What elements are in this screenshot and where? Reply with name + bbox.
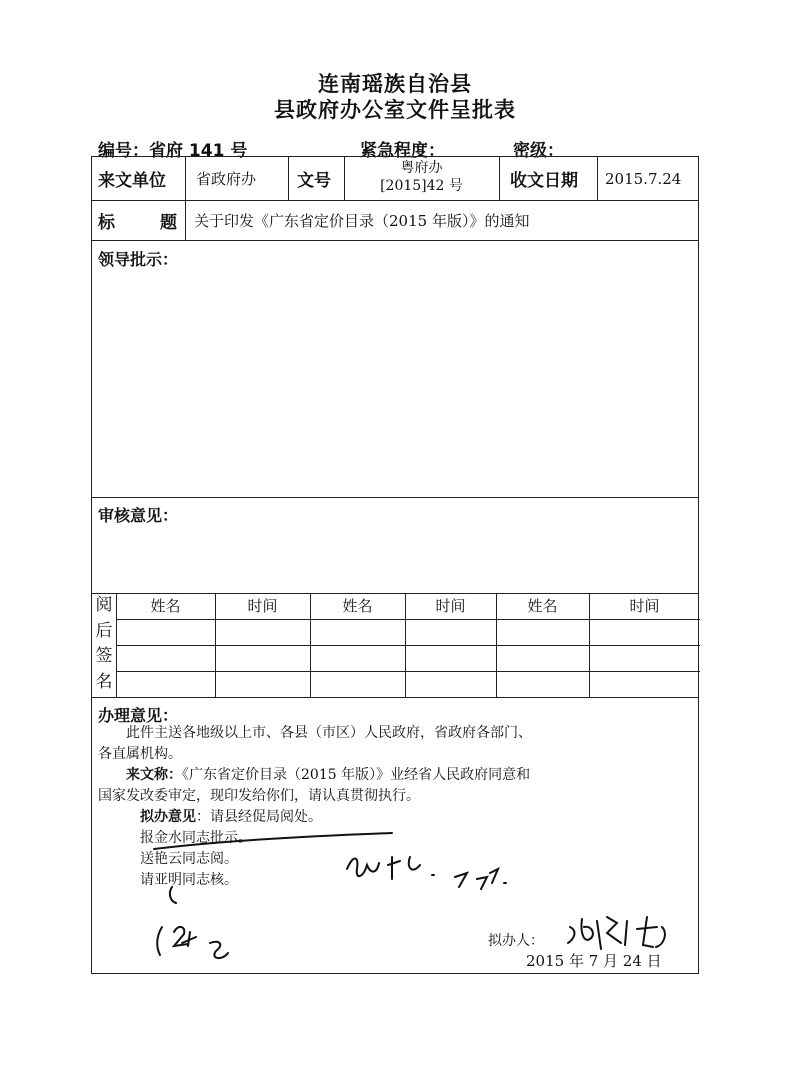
leader-instructions-label: 领导批示： xyxy=(98,250,179,269)
handwritten-annotations xyxy=(92,157,700,975)
signoff-header-name-3: 姓名 xyxy=(527,597,558,615)
title-label-1: 标 xyxy=(98,212,115,233)
handwritten-stroke-line xyxy=(154,833,392,849)
urgency-level: 紧急程度： xyxy=(360,141,445,161)
signoff-header-name-1: 姓名 xyxy=(150,597,181,615)
doc-number-label: 文号 xyxy=(297,171,331,191)
approval-form xyxy=(91,156,699,974)
signoff-header-name-2: 姓名 xyxy=(342,597,373,615)
title-label-2: 题 xyxy=(160,212,177,233)
receive-date-value: 2015.7.24 xyxy=(605,169,682,188)
source-unit-value: 省政府办 xyxy=(196,170,257,188)
signoff-header-time-3: 时间 xyxy=(629,597,660,615)
handling-opinion-label: 办理意见： xyxy=(98,706,179,725)
draft-date: 2015 年 7 月 24 日 xyxy=(526,952,662,970)
doc-title-line2: 县政府办公室文件呈批表 xyxy=(274,98,516,122)
signoff-side-label: 阅 后 签 名 xyxy=(95,595,113,692)
serial-number: 编号：省府 141 号 xyxy=(98,141,248,161)
signoff-header-time-1: 时间 xyxy=(247,597,278,615)
source-unit-label: 来文单位 xyxy=(98,171,166,191)
secrecy-level: 密级： xyxy=(513,141,564,161)
handling-opinion-body: 此件主送各地级以上市、各县（市区）人民政府，省政府各部门、 各直属机构。 来文称：《广东省定价目录（2015 年版）》业经省人民政府同意和 国家发改委审定，现印发给你们，请认真贯彻执行。 拟办意见：请县经促局阅处。 报金水同志批示。 送艳云同志阅。 请亚明同志核。 xyxy=(98,725,532,888)
doc-title-line1: 连南瑶族自治县 xyxy=(318,72,472,96)
receive-date-label: 收文日期 xyxy=(510,171,578,191)
signoff-header-time-2: 时间 xyxy=(435,597,466,615)
doc-title-value: 关于印发《广东省定价目录（2015 年版）》的通知 xyxy=(194,211,530,230)
doc-number-value: 粤府办 [2015]42 号 xyxy=(380,160,463,194)
review-opinion-label: 审核意见： xyxy=(98,506,179,525)
drafter-label: 拟办人： xyxy=(488,933,544,949)
